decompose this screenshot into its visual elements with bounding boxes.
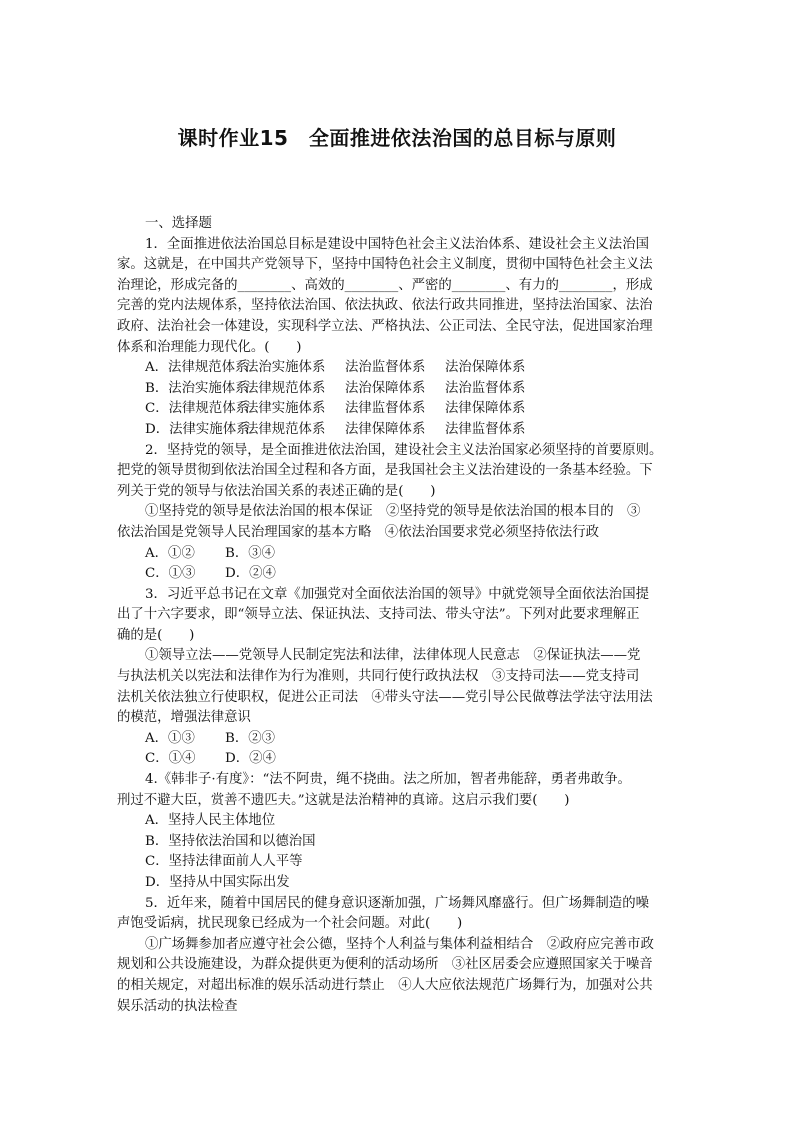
option-text: 法治监督体系 [445, 380, 526, 396]
question-3-option-b[interactable]: B．②③ [225, 730, 276, 746]
question-5-line: 声饱受诟病，扰民现象已经成为一个社会问题。对此( ) [117, 916, 463, 932]
question-5-statement: ①广场舞参加者应遵守社会公德，坚持个人利益与集体利益相结合 ②政府应完善市政 [145, 936, 654, 952]
question-5 [117, 894, 677, 1018]
question-5-line: 5．近年来，随着中国居民的健身意识逐渐加强，广场舞风靡盛行。但广场舞制造的噪 [145, 895, 649, 911]
question-3-statement: 的模范，增强法律意识 [117, 710, 251, 726]
question-3-option-d[interactable]: D．②④ [225, 751, 276, 767]
question-3 [117, 585, 677, 770]
option-text: 法律监督体系 [445, 421, 526, 437]
question-2-statement: 依法治国是党领导人民治理国家的基本方略 ④依法治国要求党必须坚持依法行政 [117, 524, 600, 540]
question-4-option-d[interactable]: D．坚持从中国实际出发 [145, 875, 290, 890]
option-text: 法律实施体系 [245, 401, 326, 417]
question-2-line: 把党的领导贯彻到依法治国全过程和各方面，是我国社会主义法治建设的一条基本经验。下 [117, 463, 653, 479]
option-text: C．法律规范体系 [145, 401, 249, 417]
question-3-line: 出了十六字要求，即“领导立法、保证执法、支持司法、带头守法”。下列对此要求理解正 [117, 607, 640, 623]
question-1-option-c[interactable] [117, 399, 677, 420]
question-2-option-row [117, 544, 677, 565]
option-text: 法律规范体系 [245, 380, 326, 396]
question-2-option-d[interactable]: D．②④ [225, 566, 276, 582]
question-2-option-a[interactable]: A．①② [145, 545, 195, 561]
question-2-option-c[interactable]: C．①③ [145, 566, 196, 582]
option-text: A．法律规范体系 [145, 360, 249, 376]
option-text: D．法律实施体系 [145, 421, 250, 437]
question-3-option-row [117, 749, 677, 770]
question-3-line: 确的是( ) [117, 627, 195, 643]
question-1-line: 家。这就是，在中国共产党领导下，坚持中国特色社会主义制度，贯彻中国特色社会主义法 [117, 257, 653, 273]
question-2-line: 列关于党的领导与依法治国关系的表述正确的是( ) [117, 483, 436, 499]
question-1-option-a[interactable] [117, 358, 677, 379]
option-text: 法律保障体系 [345, 421, 426, 437]
option-text: 法治监督体系 [345, 360, 426, 376]
question-4-option-a[interactable]: A．坚持人民主体地位 [145, 813, 276, 829]
question-3-option-row [117, 729, 677, 750]
question-4-option-b[interactable]: B．坚持依法治国和以德治国 [145, 833, 316, 849]
question-1-line: 完善的党内法规体系，坚持依法治国、依法执政、依法行政共同推进，坚持法治国家、法治 [117, 298, 653, 314]
question-1-line: 政府、法治社会一体建设，实现科学立法、严格执法、公正司法、全民守法，促进国家治理 [117, 318, 653, 334]
option-text: 法治实施体系 [245, 360, 326, 376]
option-text: 法律规范体系 [245, 421, 326, 437]
question-2-option-row [117, 564, 677, 585]
question-5-statement: 娱乐活动的执法检查 [117, 998, 238, 1014]
question-1-option-d[interactable] [117, 420, 677, 441]
question-2 [117, 441, 677, 585]
document-body [117, 214, 677, 1017]
question-5-statement: 规划和公共设施建设，为群众提供更为便利的活动场所 ③社区居委会应遵照国家关于噪音 [117, 957, 653, 973]
page-title: 课时作业15 全面推进依法治国的总目标与原则 [177, 126, 617, 150]
question-3-statement: 与执法机关以宪法和法律作为行为准则，共同行使行政执法权 ③支持司法——党支持司 [117, 669, 640, 685]
section-heading: 一、选择题 [145, 216, 212, 231]
question-1-line: 治理论，形成完备的________、高效的________、严密的________、有力的________，形成 [117, 277, 653, 293]
question-3-statement: ①领导立法——党领导人民制定宪法和法律，法律体现人民意志 ②保证执法——党 [145, 648, 641, 664]
question-2-line: 2．坚持党的领导，是全面推进依法治国，建设社会主义法治国家必须坚持的首要原则。 [145, 442, 663, 458]
question-1-line: 体系和治理能力现代化。( ) [117, 339, 302, 355]
question-3-statement: 法机关依法独立行使职权，促进公正司法 ④带头守法——党引导公民做尊法学法守法用法 [117, 689, 653, 705]
question-4-line: 4.《韩非子·有度》：“法不阿贵，绳不挠曲。法之所加，智者弗能辞，勇者弗敢争。 [145, 772, 631, 788]
question-4 [117, 770, 677, 894]
question-4-option-c[interactable]: C．坚持法律面前人人平等 [145, 854, 303, 870]
question-3-option-c[interactable]: C．①④ [145, 751, 196, 767]
option-text: 法治保障体系 [345, 380, 426, 396]
question-3-line: 3．习近平总书记在文章《加强党对全面依法治国的领导》中就党领导全面依法治国提 [145, 586, 649, 602]
question-3-option-a[interactable]: A．①③ [145, 730, 195, 746]
question-5-statement: 的相关规定，对超出标准的娱乐活动进行禁止 ④人大应依法规范广场舞行为，加强对公共 [117, 977, 653, 993]
option-text: 法律监督体系 [345, 401, 426, 417]
option-text: 法治保障体系 [445, 360, 526, 376]
question-1-option-b[interactable] [117, 379, 677, 400]
question-1-line: 1．全面推进依法治国总目标是建设中国特色社会主义法治体系、建设社会主义法治国 [145, 236, 649, 252]
question-2-option-b[interactable]: B．③④ [225, 545, 276, 561]
option-text: 法律保障体系 [445, 401, 526, 417]
option-text: B．法治实施体系 [145, 380, 249, 396]
question-1 [117, 235, 677, 441]
question-4-line: 刑过不避大臣，赏善不遗匹夫。”这就是法治精神的真谛。这启示我们要( ) [117, 792, 570, 808]
question-2-statement: ①坚持党的领导是依法治国的根本保证 ②坚持党的领导是依法治国的根本目的 ③ [145, 504, 641, 520]
